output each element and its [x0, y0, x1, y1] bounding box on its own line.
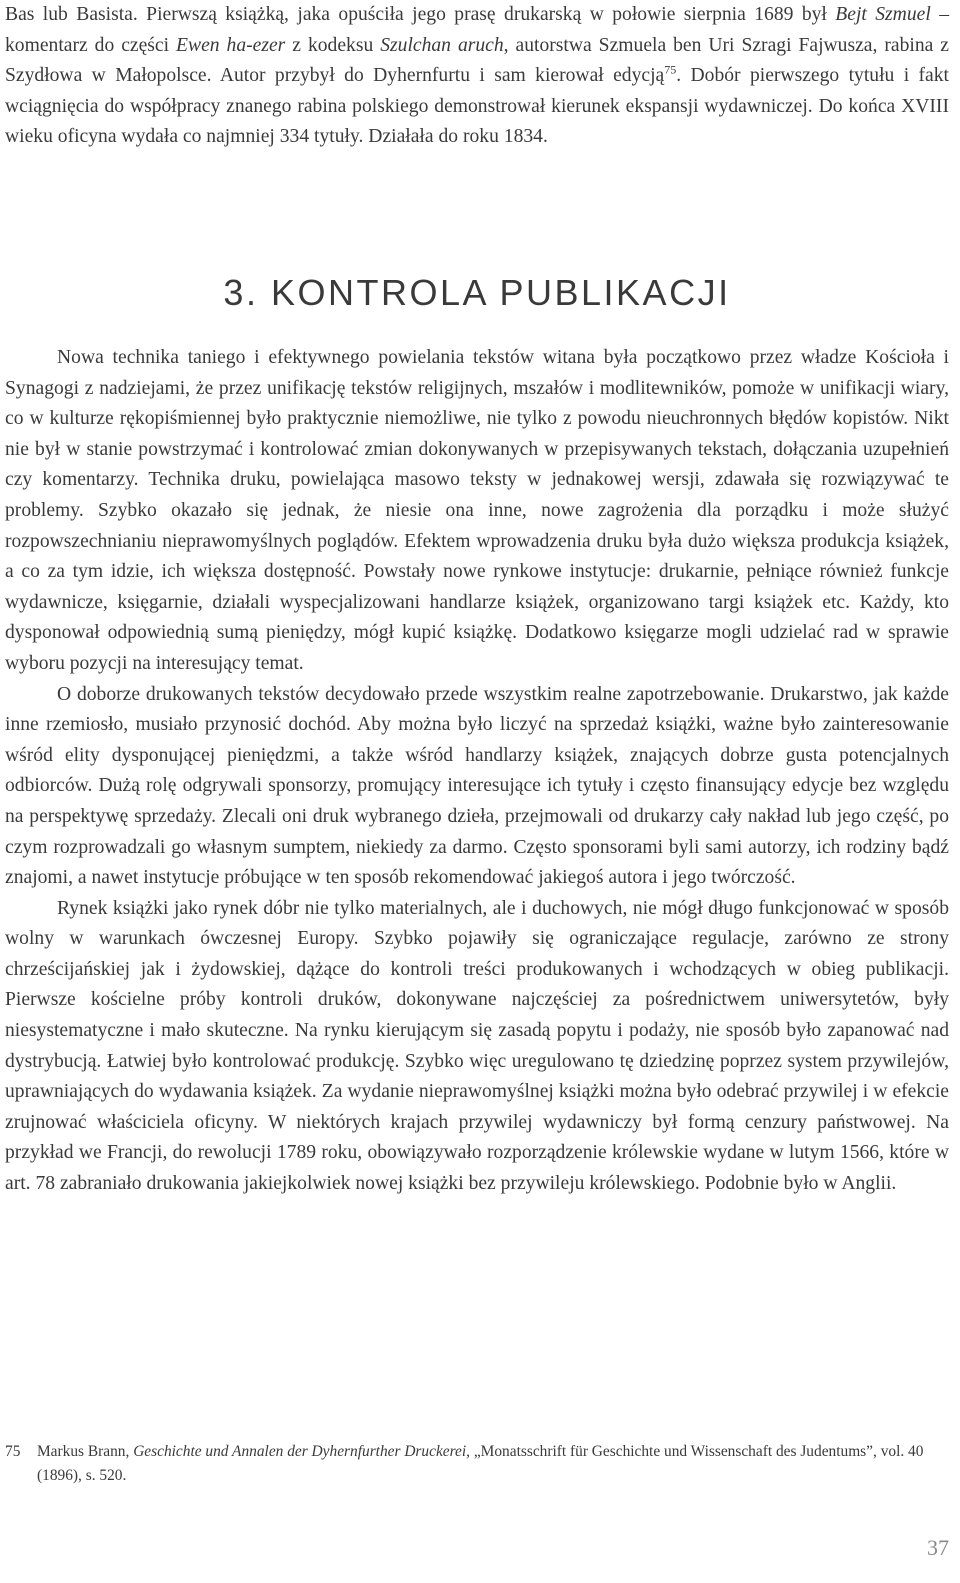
intro-text: – komentarz do części	[5, 4, 949, 56]
intro-text: . Dobór pierwszego tytułu i fakt wciągnięcia do współpracy znanego rabina polskiego demonstrował kierunek ekspansji wydawniczej. Do końca XVIII wieku oficyna wydała co najmniej 334 tytuły. Działała do roku 1834.	[5, 65, 949, 148]
intro-text: , autorstwa Szmuela ben Uri Szragi Fajwusza, rabina z Szydłowa w Małopolsce. Autor przybył do Dyhernfurtu i sam kierował edycją	[5, 34, 949, 87]
footnote-author: Markus Brann,	[37, 1443, 134, 1460]
intro-italic-title: Ewen ha-ezer	[176, 34, 286, 56]
intro-text: z kodeksu	[285, 34, 381, 56]
body-paragraph: O doborze drukowanych tekstów decydowało przede wszystkim realne zapotrzebowanie. Drukarstwo, jak każde inne rzemiosło, musiało przynosić dochód. Aby można było liczyć na sprzedaż książki, ważne było zainteresowanie wśród elity dysponującej pieniędzmi, a także wśród handlarzy książek, znających dobrze gusta potencjalnych odbiorców. Dużą rolę odgrywali sponsorzy, promujący interesujące ich tytuły i często finansujący edycje bez względu na perspektywę sprzedaży. Zlecali oni druk wybranego dzieła, przejmowali od drukarzy cały nakład lub jego część, po czym rozprowadzali go własnym sumptem, niekiedy za darmo. Często sponsorami byli sami autorzy, ich rodziny bądź znajomi, a nawet instytucje próbujące w ten sposób rekomendować jakiegoś autora i jego twórczość.	[5, 683, 949, 889]
intro-italic-title: Szulchan aruch	[380, 34, 504, 56]
footnote-citation: , „Monatsschrift für Geschichte und Wissenschaft des Judentums”, vol. 40 (1896), s. 520.	[37, 1443, 924, 1484]
footnote-reference[interactable]: 75	[664, 62, 677, 77]
footnote-title: Geschichte und Annalen der Dyhernfurther Druckerei	[133, 1443, 467, 1460]
footnote	[5, 1440, 949, 1487]
body-paragraph: Nowa technika taniego i efektywnego powielania tekstów witana była początkowo przez władze Kościoła i Synagogi z nadziejami, że przez unifikację tekstów religijnych, mszałów i modlitewników, pomoże w unifikacji wiary, co w kulturze rękopiśmiennej było praktycznie niemożliwe, nie tylko z powodu nieuchronnych błędów kopistów. Nikt nie był w stanie powstrzymać i kontrolować zmian dokonywanych w przepisywanych tekstach, dołączania uzupełnień czy komentarzy. Technika druku, powielająca masowo teksty w jednakowej wersji, zdawała się rozwiązywać te problemy. Szybko okazało się jednak, że niesie ona inne, nowe zagrożenia dla porządku i może służyć rozpowszechnianiu nieprawomyślnych poglądów. Efektem wprowadzenia druku była dużo większa produkcja książek, a co za tym idzie, ich większa dostępność. Powstały nowe rynkowe instytucje: drukarnie, pełniące również funkcje wydawnicze, księgarnie, działali wyspecjalizowani handlarze książek, organizowano targi książek etc. Każdy, kto dysponował odpowiednią sumą pieniędzy, mógł kupić książkę. Dodatkowo księgarze mogli udzielać rad w sprawie wyboru pozycji na interesujący temat.	[5, 347, 949, 674]
footnote-number: 75	[5, 1443, 21, 1460]
section-body	[5, 343, 949, 1200]
section-heading: 3. KONTROLA PUBLIKACJI	[223, 272, 731, 313]
document-page	[5, 0, 949, 1484]
page-number: 37	[927, 1535, 949, 1560]
intro-italic-title: Bejt Szmuel	[835, 4, 931, 25]
intro-text: Bas lub Basista. Pierwszą książką, jaka opuściła jego prasę drukarską w połowie sierpnia 1689 był	[5, 4, 836, 25]
body-paragraph: Rynek książki jako rynek dóbr nie tylko materialnych, ale i duchowych, nie mógł długo funkcjonować w sposób wolny w warunkach ówczesnej Europy. Szybko pojawiły się ograniczające regulacje, zarówno ze strony chrześcijańskiej jak i żydowskiej, dążące do kontroli treści produkowanych i wchodzących w obieg publikacji. Pierwsze kościelne próby kontroli druków, dokonywane najczęściej za pośrednictwem uniwersytetów, były niesystematyczne i mało skuteczne. Na rynku kierującym się zasadą popytu i podaży, nie sposób było zapanować nad dystrybucją. Łatwiej było kontrolować produkcję. Szybko więc uregulowano tę dziedzinę poprzez system przywilejów, uprawniających do wydawania książek. Za wydanie nieprawomyślnej książki można było odebrać przywilej i w efekcie zrujnować właściciela oficyny. W niektórych krajach przywilej wydawniczy był formą cenzury państwowej. Na przykład we Francji, do rewolucji 1789 roku, obowiązywało rozporządzenie królewskie wydane w lutym 1566, które w art. 78 zabraniało drukowania jakiejkolwiek nowej książki bez przywileju królewskiego. Podobnie było w Anglii.	[5, 897, 949, 1195]
footnote-text	[37, 1440, 949, 1487]
intro-paragraph	[5, 0, 949, 153]
